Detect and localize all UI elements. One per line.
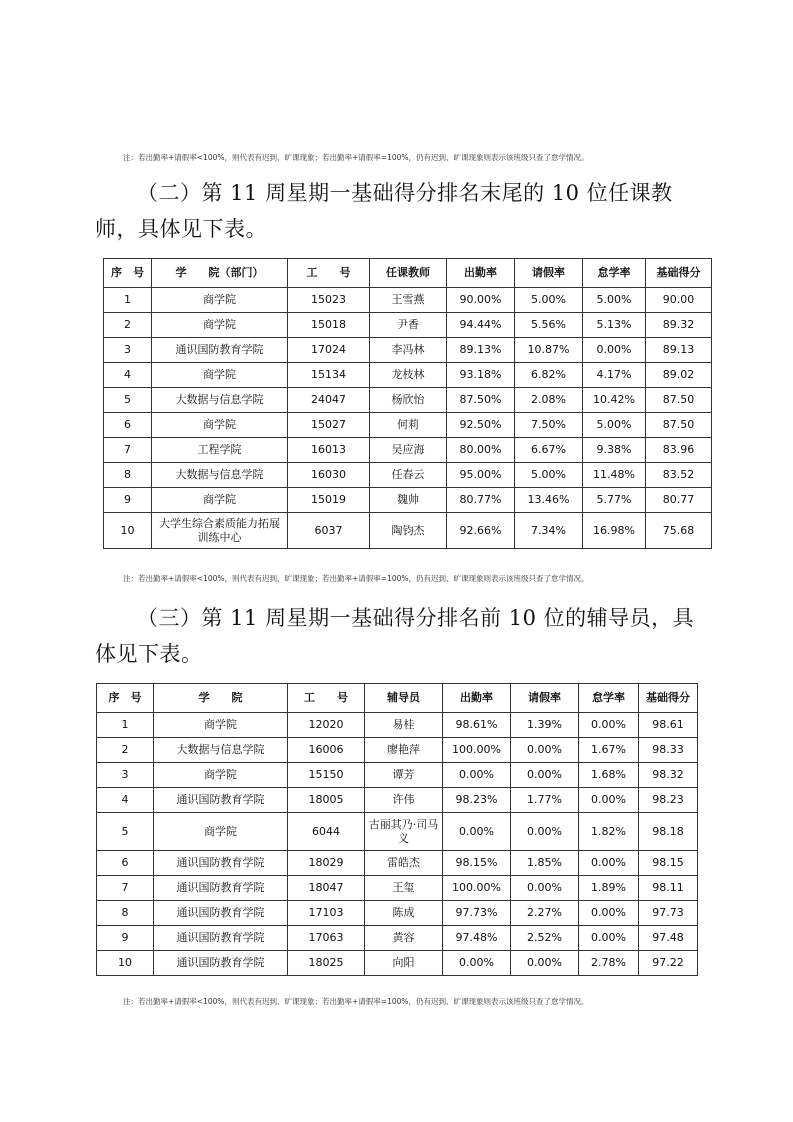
cell-base-score: 98.61 — [639, 713, 698, 738]
table-row — [104, 363, 712, 388]
cell-attendance-rate: 80.00% — [447, 438, 515, 463]
cell-college: 通识国防教育学院 — [154, 951, 288, 976]
cell-attendance-rate: 93.18% — [447, 363, 515, 388]
cell-attendance-rate: 0.00% — [443, 813, 511, 851]
cell-staff-id: 16030 — [288, 463, 370, 488]
header-leave-rate: 请假率 — [511, 684, 579, 713]
cell-staff-id: 18029 — [288, 851, 365, 876]
footnote-middle: 注：若出勤率+请假率<100%，则代表有迟到、旷课现象；若出勤率+请假率=100%，仍有迟到、旷课现象则表示该班级只查了怠学情况。 — [123, 574, 589, 583]
cell-base-score: 98.11 — [639, 876, 698, 901]
section-3-heading: （三）第 11 周星期一基础得分排名前 10 位的辅导员，具体见下表。 — [95, 606, 695, 666]
cell-college: 商学院 — [154, 763, 288, 788]
cell-attendance-rate: 87.50% — [447, 388, 515, 413]
counselor-top-ranking-table — [96, 683, 698, 976]
section-2-heading: （二）第 11 周星期一基础得分排名末尾的 10 位任课教师，具体见下表。 — [95, 181, 673, 241]
table-row — [97, 738, 698, 763]
cell-leave-rate: 5.00% — [515, 288, 583, 313]
cell-college: 通识国防教育学院 — [154, 788, 288, 813]
cell-staff-id: 24047 — [288, 388, 370, 413]
cell-college: 商学院 — [152, 413, 288, 438]
cell-staff-id: 15018 — [288, 313, 370, 338]
cell-staff-id: 17103 — [288, 901, 365, 926]
cell-staff-id: 18025 — [288, 951, 365, 976]
header-staff-id: 工 号 — [288, 684, 365, 713]
cell-name: 陶钧杰 — [370, 513, 447, 549]
cell-leave-rate: 13.46% — [515, 488, 583, 513]
header-absence-rate: 怠学率 — [583, 259, 646, 288]
cell-base-score: 98.15 — [639, 851, 698, 876]
table-row — [97, 951, 698, 976]
header-name: 辅导员 — [365, 684, 443, 713]
cell-staff-id: 18005 — [288, 788, 365, 813]
cell-index: 10 — [104, 513, 152, 549]
table-row — [97, 926, 698, 951]
cell-absence-rate: 10.42% — [583, 388, 646, 413]
cell-attendance-rate: 94.44% — [447, 313, 515, 338]
header-index: 序 号 — [97, 684, 154, 713]
cell-college: 大数据与信息学院 — [154, 738, 288, 763]
cell-base-score: 87.50 — [646, 388, 712, 413]
teacher-bottom-ranking-table — [103, 258, 712, 549]
cell-attendance-rate: 95.00% — [447, 463, 515, 488]
footnote-top: 注：若出勤率+请假率<100%，则代表有迟到、旷课现象；若出勤率+请假率=100%，仍有迟到、旷课现象则表示该班级只查了怠学情况。 — [123, 153, 589, 162]
cell-base-score: 83.96 — [646, 438, 712, 463]
header-absence-rate: 怠学率 — [579, 684, 639, 713]
cell-leave-rate: 1.85% — [511, 851, 579, 876]
cell-leave-rate: 10.87% — [515, 338, 583, 363]
cell-attendance-rate: 98.23% — [443, 788, 511, 813]
cell-name: 王雪燕 — [370, 288, 447, 313]
cell-base-score: 97.22 — [639, 951, 698, 976]
table-row — [97, 901, 698, 926]
header-base-score: 基础得分 — [639, 684, 698, 713]
cell-name: 魏帅 — [370, 488, 447, 513]
table-row — [97, 813, 698, 851]
cell-college: 大数据与信息学院 — [152, 388, 288, 413]
table-row — [104, 388, 712, 413]
cell-college: 商学院 — [152, 288, 288, 313]
cell-base-score: 97.48 — [639, 926, 698, 951]
cell-index: 1 — [97, 713, 154, 738]
cell-index: 9 — [97, 926, 154, 951]
cell-absence-rate: 16.98% — [583, 513, 646, 549]
cell-index: 2 — [104, 313, 152, 338]
table-row — [104, 338, 712, 363]
cell-name: 许伟 — [365, 788, 443, 813]
cell-college: 商学院 — [152, 313, 288, 338]
cell-staff-id: 15150 — [288, 763, 365, 788]
cell-index: 9 — [104, 488, 152, 513]
cell-absence-rate: 1.68% — [579, 763, 639, 788]
cell-absence-rate: 5.00% — [583, 413, 646, 438]
cell-leave-rate: 1.39% — [511, 713, 579, 738]
header-index: 序 号 — [104, 259, 152, 288]
cell-staff-id: 16006 — [288, 738, 365, 763]
cell-index: 2 — [97, 738, 154, 763]
table-row — [97, 851, 698, 876]
cell-college: 大学生综合素质能力拓展训练中心 — [152, 513, 288, 549]
cell-college: 通识国防教育学院 — [154, 901, 288, 926]
cell-index: 3 — [104, 338, 152, 363]
cell-index: 6 — [97, 851, 154, 876]
cell-absence-rate: 0.00% — [579, 851, 639, 876]
cell-index: 5 — [97, 813, 154, 851]
cell-attendance-rate: 98.61% — [443, 713, 511, 738]
cell-leave-rate: 0.00% — [511, 813, 579, 851]
header-staff-id: 工 号 — [288, 259, 370, 288]
table-header-row — [97, 684, 698, 713]
cell-absence-rate: 2.78% — [579, 951, 639, 976]
cell-absence-rate: 0.00% — [579, 901, 639, 926]
cell-college: 商学院 — [152, 488, 288, 513]
cell-staff-id: 15027 — [288, 413, 370, 438]
cell-index: 5 — [104, 388, 152, 413]
cell-college: 商学院 — [154, 813, 288, 851]
cell-absence-rate: 9.38% — [583, 438, 646, 463]
header-college: 学 院 — [154, 684, 288, 713]
cell-absence-rate: 1.82% — [579, 813, 639, 851]
cell-leave-rate: 2.52% — [511, 926, 579, 951]
cell-leave-rate: 6.67% — [515, 438, 583, 463]
cell-attendance-rate: 97.48% — [443, 926, 511, 951]
cell-attendance-rate: 100.00% — [443, 876, 511, 901]
cell-name: 向阳 — [365, 951, 443, 976]
cell-leave-rate: 7.34% — [515, 513, 583, 549]
cell-base-score: 80.77 — [646, 488, 712, 513]
cell-absence-rate: 0.00% — [579, 713, 639, 738]
cell-absence-rate: 5.00% — [583, 288, 646, 313]
cell-college: 通识国防教育学院 — [154, 926, 288, 951]
cell-name: 任春云 — [370, 463, 447, 488]
table-row — [104, 463, 712, 488]
cell-absence-rate: 0.00% — [579, 926, 639, 951]
header-college: 学 院（部门） — [152, 259, 288, 288]
cell-name: 尹香 — [370, 313, 447, 338]
cell-base-score: 98.23 — [639, 788, 698, 813]
table-row — [104, 413, 712, 438]
cell-base-score: 90.00 — [646, 288, 712, 313]
cell-absence-rate: 11.48% — [583, 463, 646, 488]
cell-staff-id: 6037 — [288, 513, 370, 549]
cell-leave-rate: 0.00% — [511, 876, 579, 901]
cell-college: 工程学院 — [152, 438, 288, 463]
header-attendance-rate: 出勤率 — [443, 684, 511, 713]
cell-name: 李冯林 — [370, 338, 447, 363]
cell-staff-id: 15134 — [288, 363, 370, 388]
table-row — [97, 876, 698, 901]
cell-base-score: 98.18 — [639, 813, 698, 851]
table-row — [97, 788, 698, 813]
cell-staff-id: 17063 — [288, 926, 365, 951]
cell-attendance-rate: 92.66% — [447, 513, 515, 549]
cell-college: 通识国防教育学院 — [154, 851, 288, 876]
cell-leave-rate: 5.56% — [515, 313, 583, 338]
cell-index: 6 — [104, 413, 152, 438]
cell-leave-rate: 6.82% — [515, 363, 583, 388]
table-row — [104, 288, 712, 313]
table-row — [104, 313, 712, 338]
cell-attendance-rate: 80.77% — [447, 488, 515, 513]
cell-base-score: 89.32 — [646, 313, 712, 338]
cell-name: 廖艳萍 — [365, 738, 443, 763]
cell-staff-id: 15019 — [288, 488, 370, 513]
cell-name: 谭芳 — [365, 763, 443, 788]
cell-index: 7 — [104, 438, 152, 463]
cell-name: 陈成 — [365, 901, 443, 926]
cell-staff-id: 17024 — [288, 338, 370, 363]
cell-base-score: 97.73 — [639, 901, 698, 926]
header-name: 任课教师 — [370, 259, 447, 288]
cell-absence-rate: 0.00% — [579, 788, 639, 813]
cell-college: 大数据与信息学院 — [152, 463, 288, 488]
cell-leave-rate: 2.27% — [511, 901, 579, 926]
cell-college: 商学院 — [152, 363, 288, 388]
cell-absence-rate: 0.00% — [583, 338, 646, 363]
cell-name: 何莉 — [370, 413, 447, 438]
cell-index: 8 — [104, 463, 152, 488]
cell-base-score: 98.33 — [639, 738, 698, 763]
cell-attendance-rate: 90.00% — [447, 288, 515, 313]
table-row — [104, 438, 712, 463]
cell-name: 吴应海 — [370, 438, 447, 463]
cell-leave-rate: 2.08% — [515, 388, 583, 413]
header-base-score: 基础得分 — [646, 259, 712, 288]
cell-name: 杨欣怡 — [370, 388, 447, 413]
cell-attendance-rate: 97.73% — [443, 901, 511, 926]
cell-absence-rate: 5.77% — [583, 488, 646, 513]
cell-name: 王玺 — [365, 876, 443, 901]
table-row — [97, 763, 698, 788]
cell-absence-rate: 1.89% — [579, 876, 639, 901]
cell-index: 8 — [97, 901, 154, 926]
cell-staff-id: 15023 — [288, 288, 370, 313]
cell-staff-id: 16013 — [288, 438, 370, 463]
cell-index: 4 — [104, 363, 152, 388]
cell-name: 雷皓杰 — [365, 851, 443, 876]
cell-index: 4 — [97, 788, 154, 813]
table-row — [104, 488, 712, 513]
cell-index: 3 — [97, 763, 154, 788]
cell-base-score: 89.13 — [646, 338, 712, 363]
cell-base-score: 83.52 — [646, 463, 712, 488]
cell-attendance-rate: 98.15% — [443, 851, 511, 876]
cell-base-score: 87.50 — [646, 413, 712, 438]
cell-name: 龙枝林 — [370, 363, 447, 388]
cell-absence-rate: 4.17% — [583, 363, 646, 388]
footnote-bottom: 注：若出勤率+请假率<100%，则代表有迟到、旷课现象；若出勤率+请假率=100%，仍有迟到、旷课现象则表示该班级只查了怠学情况。 — [123, 997, 589, 1006]
cell-leave-rate: 7.50% — [515, 413, 583, 438]
cell-name: 古丽其乃·司马义 — [365, 813, 443, 851]
cell-leave-rate: 1.77% — [511, 788, 579, 813]
cell-attendance-rate: 92.50% — [447, 413, 515, 438]
cell-leave-rate: 5.00% — [515, 463, 583, 488]
cell-base-score: 75.68 — [646, 513, 712, 549]
cell-name: 易桂 — [365, 713, 443, 738]
cell-leave-rate: 0.00% — [511, 738, 579, 763]
cell-college: 通识国防教育学院 — [154, 876, 288, 901]
cell-leave-rate: 0.00% — [511, 951, 579, 976]
header-leave-rate: 请假率 — [515, 259, 583, 288]
header-attendance-rate: 出勤率 — [447, 259, 515, 288]
cell-leave-rate: 0.00% — [511, 763, 579, 788]
cell-attendance-rate: 89.13% — [447, 338, 515, 363]
table-row — [97, 713, 698, 738]
cell-absence-rate: 5.13% — [583, 313, 646, 338]
cell-name: 黄容 — [365, 926, 443, 951]
cell-attendance-rate: 100.00% — [443, 738, 511, 763]
cell-staff-id: 6044 — [288, 813, 365, 851]
cell-staff-id: 12020 — [288, 713, 365, 738]
cell-attendance-rate: 0.00% — [443, 763, 511, 788]
table-row — [104, 513, 712, 549]
cell-index: 7 — [97, 876, 154, 901]
cell-attendance-rate: 0.00% — [443, 951, 511, 976]
cell-base-score: 89.02 — [646, 363, 712, 388]
cell-college: 商学院 — [154, 713, 288, 738]
cell-college: 通识国防教育学院 — [152, 338, 288, 363]
table-header-row — [104, 259, 712, 288]
cell-absence-rate: 1.67% — [579, 738, 639, 763]
cell-staff-id: 18047 — [288, 876, 365, 901]
cell-index: 1 — [104, 288, 152, 313]
cell-base-score: 98.32 — [639, 763, 698, 788]
cell-index: 10 — [97, 951, 154, 976]
